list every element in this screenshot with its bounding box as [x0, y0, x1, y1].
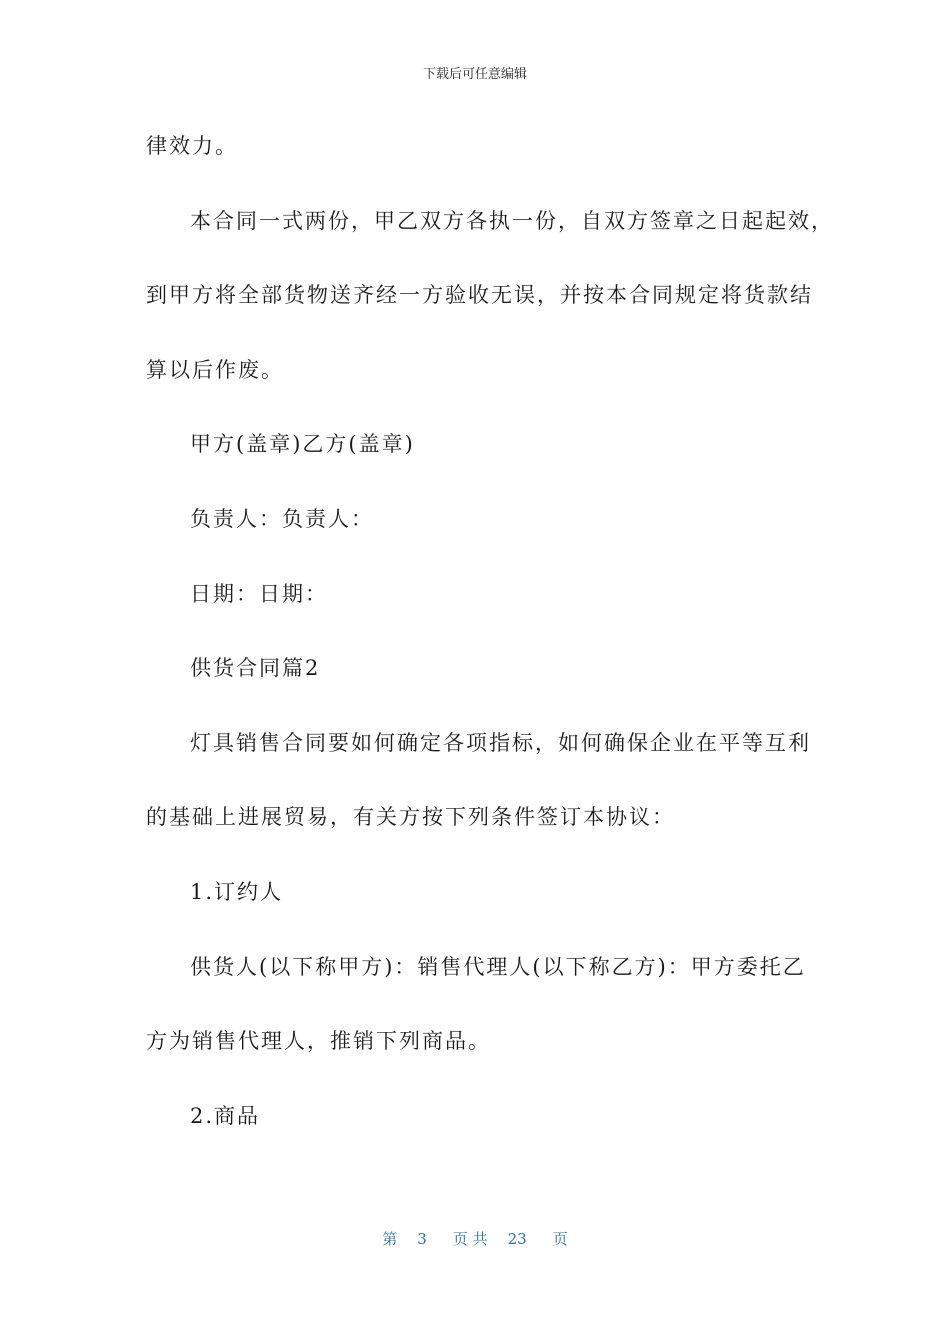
page-mid-text: 页 共: [452, 1230, 488, 1248]
clause-heading: 2.商品: [190, 1103, 261, 1128]
paragraph-line: 到甲方将全部货物送齐经一方验收无误，并按本合同规定将货款结: [146, 283, 813, 308]
paragraph-line: 的基础上进展贸易，有关方按下列条件签订本协议：: [146, 805, 675, 830]
page-suffix: 页: [552, 1230, 568, 1248]
total-pages-number: 23: [507, 1230, 527, 1248]
date-line: 日期：日期：: [190, 581, 328, 606]
page-footer: [0, 1229, 950, 1249]
paragraph-line: 供货人(以下称甲方)：销售代理人(以下称乙方)：甲方委托乙: [190, 954, 806, 979]
clause-heading: 1.订约人: [190, 879, 284, 904]
paragraph-line: 方为销售代理人，推销下列商品。: [146, 1029, 491, 1054]
page-header: 下载后可任意编辑: [422, 67, 527, 82]
current-page-number: 3: [417, 1230, 427, 1248]
paragraph-line: 律效力。: [146, 134, 238, 158]
paragraph-line: 本合同一式两份，甲乙双方各执一份，自双方签章之日起起效，: [190, 208, 834, 233]
responsible-person-line: 负责人：负责人：: [190, 506, 374, 531]
signature-line: 甲方(盖章)乙方(盖章): [190, 432, 415, 457]
paragraph-line: 灯具销售合同要如何确定各项指标，如何确保企业在平等互利: [190, 730, 811, 755]
section-title: 供货合同篇2: [190, 656, 321, 681]
document-body: [146, 128, 834, 1172]
paragraph-line: 算以后作废。: [146, 357, 284, 382]
page-prefix: 第: [382, 1230, 398, 1248]
